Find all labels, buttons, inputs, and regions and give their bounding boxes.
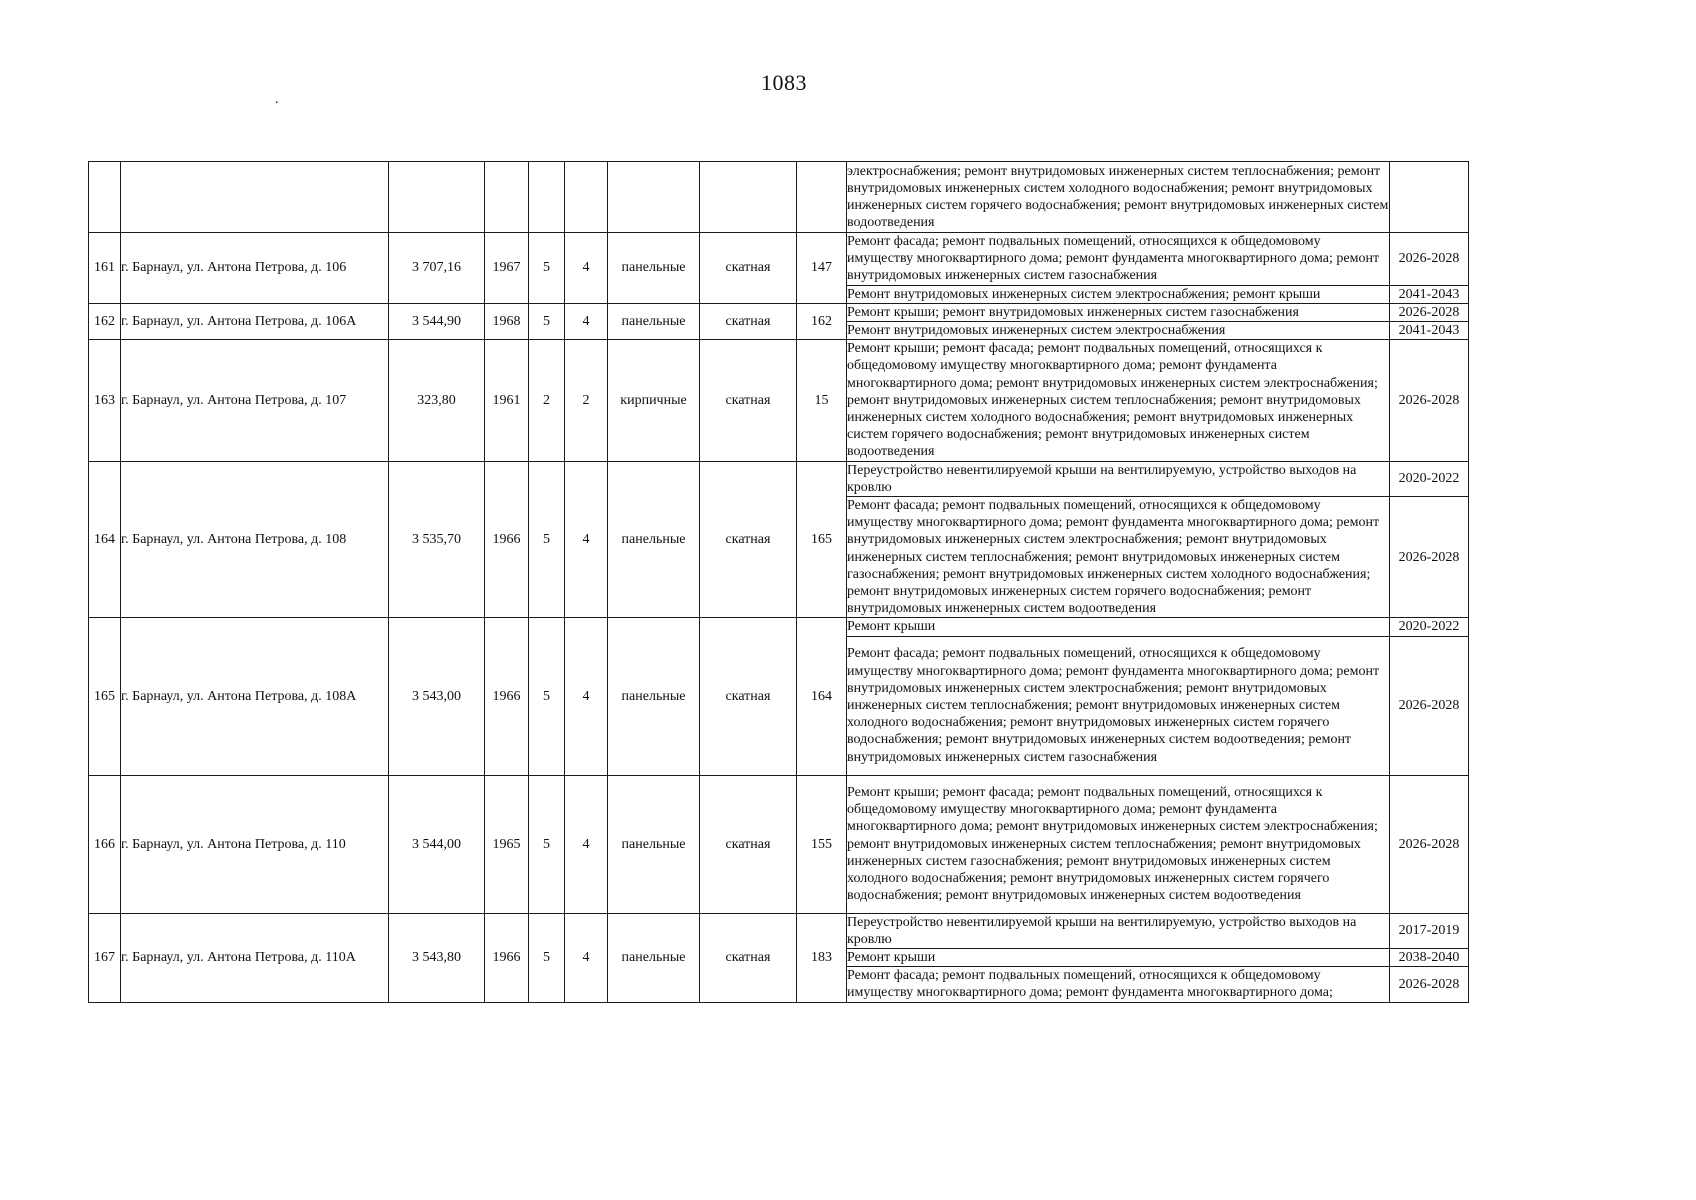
works-cell: Переустройство невентилируемой крыши на вентилируемую, устройство выходов на кровлю <box>847 461 1390 496</box>
walls-cell: панельные <box>608 775 700 913</box>
walls-cell: панельные <box>608 233 700 304</box>
entrances-cell: 4 <box>565 461 608 618</box>
page-number: 1083 <box>761 70 807 95</box>
apartments-cell: 164 <box>797 618 847 775</box>
entrances-cell: 4 <box>565 618 608 775</box>
area-cell: 3 544,00 <box>389 775 485 913</box>
area-cell: 3 544,90 <box>389 303 485 339</box>
entrances-cell: 4 <box>565 913 608 1002</box>
address-cell: г. Барнаул, ул. Антона Петрова, д. 108А <box>121 618 389 775</box>
table-row-163 <box>89 340 1469 461</box>
works-cell: Ремонт внутридомовых инженерных систем электроснабжения <box>847 322 1390 340</box>
year-cell: 1966 <box>485 461 529 618</box>
row-number: 162 <box>89 303 121 339</box>
works-cell: Ремонт фасада; ремонт подвальных помещений, относящихся к общедомовому имуществу многоквартирного дома; ремонт фундамента многоквартирного дома; <box>847 967 1390 1002</box>
floors-cell: 5 <box>529 233 565 304</box>
year-cell: 1967 <box>485 233 529 304</box>
stray-mark: . <box>275 92 279 107</box>
floors-cell: 5 <box>529 303 565 339</box>
period-cell: 2026-2028 <box>1390 775 1469 913</box>
works-cell: Ремонт крыши; ремонт фасада; ремонт подвальных помещений, относящихся к общедомовому имуществу многоквартирного дома; ремонт фундамента многоквартирного дома; ремонт внутридомовых инженерных систем электроснабжения; ремонт внутридомовых инженерных систем теплоснабжения; ремонт внутридомовых инженерных систем холодного водоснабжения; ремонт внутридомовых инженерных систем горячего водоснабжения; ремонт внутридомовых инженерных систем водоотведения <box>847 340 1390 461</box>
floors-cell: 5 <box>529 775 565 913</box>
carryover-address <box>121 162 389 233</box>
table-row-165 <box>89 618 1469 636</box>
year-cell: 1968 <box>485 303 529 339</box>
table-row-164 <box>89 461 1469 496</box>
roof-cell: скатная <box>700 618 797 775</box>
period-cell: 2026-2028 <box>1390 636 1469 775</box>
table-row-162 <box>89 303 1469 321</box>
period-cell: 2026-2028 <box>1390 967 1469 1002</box>
entrances-cell: 2 <box>565 340 608 461</box>
works-cell: Ремонт фасада; ремонт подвальных помещений, относящихся к общедомовому имуществу многоквартирного дома; ремонт фундамента многоквартирного дома; ремонт внутридомовых инженерных систем газоснабжения <box>847 233 1390 286</box>
address-cell: г. Барнаул, ул. Антона Петрова, д. 106 <box>121 233 389 304</box>
floors-cell: 2 <box>529 340 565 461</box>
walls-cell: панельные <box>608 618 700 775</box>
works-cell: Ремонт фасада; ремонт подвальных помещений, относящихся к общедомовому имуществу многоквартирного дома; ремонт фундамента многоквартирного дома; ремонт внутридомовых инженерных систем электроснабжения; ремонт внутридомовых инженерных систем теплоснабжения; ремонт внутридомовых инженерных систем холодного водоснабжения; ремонт внутридомовых инженерных систем горячего водоснабжения; ремонт внутридомовых инженерных систем водоотведения; ремонт внутридомовых инженерных систем газоснабжения <box>847 636 1390 775</box>
address-cell: г. Барнаул, ул. Антона Петрова, д. 107 <box>121 340 389 461</box>
works-cell: Ремонт фасада; ремонт подвальных помещений, относящихся к общедомовому имуществу многоквартирного дома; ремонт фундамента многоквартирного дома; ремонт внутридомовых инженерных систем электроснабжения; ремонт внутридомовых инженерных систем теплоснабжения; ремонт внутридомовых инженерных систем газоснабжения; ремонт внутридомовых инженерных систем холодного водоснабжения; ремонт внутридомовых инженерных систем горячего водоснабжения; ремонт внутридомовых инженерных систем водоотведения <box>847 497 1390 618</box>
area-cell: 3 543,80 <box>389 913 485 1002</box>
row-number: 163 <box>89 340 121 461</box>
period-cell: 2026-2028 <box>1390 340 1469 461</box>
carryover-period <box>1390 162 1469 233</box>
row-number: 166 <box>89 775 121 913</box>
carryover-num <box>89 162 121 233</box>
carryover-area <box>389 162 485 233</box>
roof-cell: скатная <box>700 340 797 461</box>
walls-cell: кирпичные <box>608 340 700 461</box>
period-cell: 2041-2043 <box>1390 322 1469 340</box>
area-cell: 3 707,16 <box>389 233 485 304</box>
carryover-walls <box>608 162 700 233</box>
works-cell: Ремонт крыши <box>847 618 1390 636</box>
apartments-cell: 15 <box>797 340 847 461</box>
period-cell: 2041-2043 <box>1390 285 1469 303</box>
row-number: 161 <box>89 233 121 304</box>
walls-cell: панельные <box>608 461 700 618</box>
carryover-apartments <box>797 162 847 233</box>
entrances-cell: 4 <box>565 775 608 913</box>
floors-cell: 5 <box>529 461 565 618</box>
walls-cell: панельные <box>608 913 700 1002</box>
area-cell: 323,80 <box>389 340 485 461</box>
carryover-works: электроснабжения; ремонт внутридомовых инженерных систем теплоснабжения; ремонт внутридомовых инженерных систем холодного водоснабжения; ремонт внутридомовых инженерных систем горячего водоснабжения; ремонт внутридомовых инженерных систем водоотведения <box>847 162 1390 233</box>
roof-cell: скатная <box>700 303 797 339</box>
year-cell: 1961 <box>485 340 529 461</box>
area-cell: 3 535,70 <box>389 461 485 618</box>
apartments-cell: 165 <box>797 461 847 618</box>
carryover-roof <box>700 162 797 233</box>
roof-cell: скатная <box>700 775 797 913</box>
table-row-161 <box>89 233 1469 286</box>
roof-cell: скатная <box>700 233 797 304</box>
capital-repair-table <box>88 161 1469 1003</box>
carryover-entrances <box>565 162 608 233</box>
roof-cell: скатная <box>700 461 797 618</box>
works-cell: Ремонт крыши <box>847 949 1390 967</box>
row-number: 167 <box>89 913 121 1002</box>
period-cell: 2026-2028 <box>1390 497 1469 618</box>
address-cell: г. Барнаул, ул. Антона Петрова, д. 110 <box>121 775 389 913</box>
row-number: 164 <box>89 461 121 618</box>
period-cell: 2020-2022 <box>1390 461 1469 496</box>
works-cell: Ремонт крыши; ремонт фасада; ремонт подвальных помещений, относящихся к общедомовому имуществу многоквартирного дома; ремонт фундамента многоквартирного дома; ремонт внутридомовых инженерных систем электроснабжения; ремонт внутридомовых инженерных систем теплоснабжения; ремонт внутридомовых инженерных систем газоснабжения; ремонт внутридомовых инженерных систем холодного водоснабжения; ремонт внутридомовых инженерных систем горячего водоснабжения; ремонт внутридомовых инженерных систем водоотведения <box>847 775 1390 913</box>
apartments-cell: 147 <box>797 233 847 304</box>
roof-cell: скатная <box>700 913 797 1002</box>
address-cell: г. Барнаул, ул. Антона Петрова, д. 110А <box>121 913 389 1002</box>
period-cell: 2026-2028 <box>1390 233 1469 286</box>
year-cell: 1966 <box>485 913 529 1002</box>
year-cell: 1966 <box>485 618 529 775</box>
apartments-cell: 155 <box>797 775 847 913</box>
year-cell: 1965 <box>485 775 529 913</box>
period-cell: 2026-2028 <box>1390 303 1469 321</box>
period-cell: 2020-2022 <box>1390 618 1469 636</box>
row-number: 165 <box>89 618 121 775</box>
address-cell: г. Барнаул, ул. Антона Петрова, д. 106А <box>121 303 389 339</box>
area-cell: 3 543,00 <box>389 618 485 775</box>
carryover-year <box>485 162 529 233</box>
period-cell: 2038-2040 <box>1390 949 1469 967</box>
carryover-floors <box>529 162 565 233</box>
entrances-cell: 4 <box>565 303 608 339</box>
entrances-cell: 4 <box>565 233 608 304</box>
works-cell: Ремонт крыши; ремонт внутридомовых инженерных систем газоснабжения <box>847 303 1390 321</box>
apartments-cell: 183 <box>797 913 847 1002</box>
floors-cell: 5 <box>529 618 565 775</box>
floors-cell: 5 <box>529 913 565 1002</box>
walls-cell: панельные <box>608 303 700 339</box>
works-cell: Переустройство невентилируемой крыши на вентилируемую, устройство выходов на кровлю <box>847 913 1390 948</box>
table-row-167 <box>89 913 1469 948</box>
address-cell: г. Барнаул, ул. Антона Петрова, д. 108 <box>121 461 389 618</box>
works-cell: Ремонт внутридомовых инженерных систем электроснабжения; ремонт крыши <box>847 285 1390 303</box>
period-cell: 2017-2019 <box>1390 913 1469 948</box>
apartments-cell: 162 <box>797 303 847 339</box>
table-row-166 <box>89 775 1469 913</box>
